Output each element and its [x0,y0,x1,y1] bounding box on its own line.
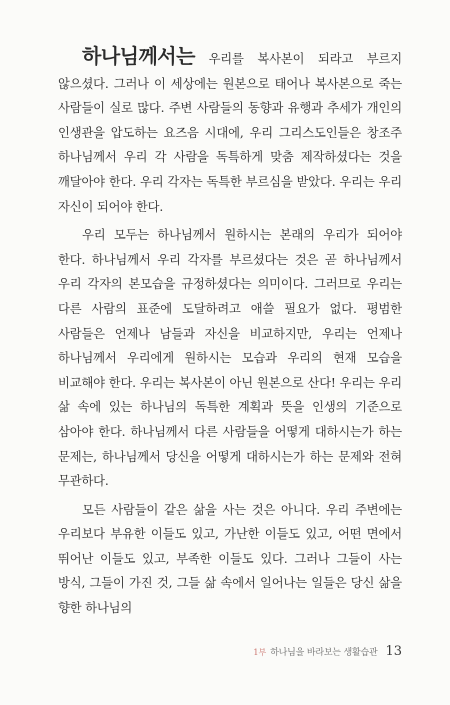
page-body [58,44,402,621]
page-footer [253,644,402,659]
page-number: 13 [385,644,402,659]
paragraph-1 [58,44,402,219]
paragraph-3: 모든 사람들이 같은 삶을 사는 것은 아니다. 우리 주변에는 우리보다 부유한 이들도 있고, 가난한 이들도 있고, 어떤 면에서 뛰어난 이들도 있고, 부족한 이들도 있다. 그러나 그들이 사는 방식, 그들이 가진 것, 그들 삶 속에서 일어나는 일들은 당신 삶을 향한 하나님의 [58,502,402,616]
running-title: 하나님을 바라보는 생활습관 [270,648,378,658]
part-marker: 1부 [253,648,267,657]
paragraph-2: 우리 모두는 하나님께서 원하시는 본래의 우리가 되어야 한다. 하나님께서 우리 각자를 부르셨다는 것은 곧 하나님께서 우리 각자의 본모습을 규정하셨다는 의미이다. 그러므로 우리는 다른 사람의 표준에 도달하려고 애쓸 필요가 없다. 평범한 사람들은 언제나 남들과 자신을 비교하지만, 우리는 언제나 하나님께서 우리에게 원하시는 모습과 우리의 현재 모습을 비교해야 한다. 우리는 복사본이 아닌 원본으로 산다! 우리는 우리 삶 속에 있는 하나님의 독특한 계획과 뜻을 인생의 기준으로 삼아야 한다. 하나님께서 다른 사람들을 어떻게 대하시는가 하는 문제는, 하나님께서 당신을 어떻게 대하시는가 하는 문제와 전혀 무관하다. [58,228,402,489]
lead-phrase: 하나님께서는 [82,44,195,68]
paragraph-1-text: 우리를 복사본이 되라고 부르지 않으셨다. 그러나 이 세상에는 원본으로 태어나 복사본으로 죽는 사람들이 실로 많다. 주변 사람들의 동향과 유행과 추세가 개인의 인생관을 압도하는 요즈음 시대에, 우리 그리스도인들은 창조주 하나님께서 우리 각 사람을 독특하게 맞춤 제작하셨다는 것을 깨달아야 한다. 우리 각자는 독특한 부르심을 받았다. 우리는 우리 자신이 되어야 한다. [58,52,402,214]
